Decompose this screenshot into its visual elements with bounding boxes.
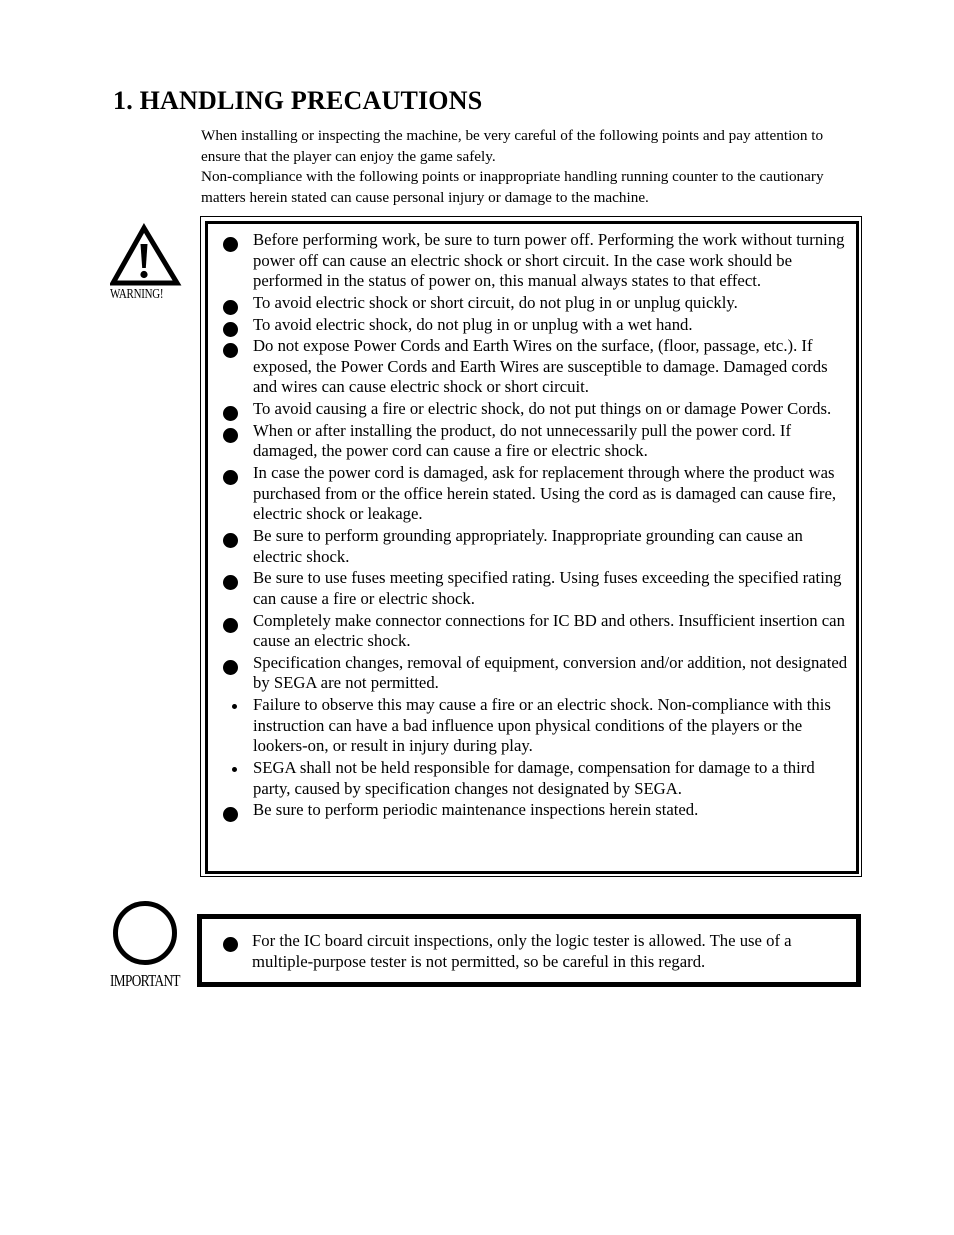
bullet-icon: [223, 660, 238, 675]
list-item: [218, 230, 848, 292]
list-item-text: Specification changes, removal of equipment, conversion and/or addition, not designated by SEGA are not permitted.: [253, 652, 848, 693]
list-item: [218, 695, 848, 757]
list-item: [218, 526, 848, 567]
list-item-text: Be sure to perform grounding appropriately. Inappropriate grounding can cause an electric shock.: [253, 526, 803, 566]
bullet-icon: [223, 618, 238, 633]
bullet-icon: [223, 406, 238, 421]
list-item-text: To avoid electric shock or short circuit, do not plug in or unplug quickly.: [253, 292, 738, 312]
list-item-text: When or after installing the product, do not unnecessarily pull the power cord. If damaged, the power cord can cause a fire or electric shock.: [253, 420, 792, 461]
bullet-icon: [223, 937, 238, 952]
warning-list: [218, 230, 848, 822]
dot-bullet-icon: [232, 704, 237, 709]
page-title: 1. HANDLING PRECAUTIONS: [113, 86, 483, 115]
important-label: IMPORTANT: [110, 971, 180, 990]
bullet-icon: [223, 470, 238, 485]
intro-text: [201, 126, 851, 208]
list-item-text: Completely make connector connections for IC BD and others. Insufficient insertion can cause an electric shock.: [253, 610, 845, 651]
list-item-text: To avoid electric shock, do not plug in or unplug with a wet hand.: [253, 314, 693, 334]
list-item: [218, 315, 848, 336]
list-item-text: To avoid causing a fire or electric shock, do not put things on or damage Power Cords.: [253, 399, 832, 419]
intro-paragraph: Non-compliance with the following points or inappropriate handling running counter to the cautionary matters herein stated can cause personal injury or damage to the machine.: [201, 168, 824, 206]
list-item: [218, 336, 848, 398]
list-item: [218, 399, 848, 420]
bullet-icon: [223, 300, 238, 315]
list-item-text: In case the power cord is damaged, ask for replacement through where the product was purchased from or the office herein stated. Using the cord as is damaged can cause fire, electric shock or leakage.: [253, 463, 837, 524]
bullet-icon: [223, 533, 238, 548]
bullet-icon: [223, 575, 238, 590]
list-item: [218, 421, 848, 462]
list-item-text: Be sure to perform periodic maintenance inspections herein stated.: [253, 800, 699, 820]
list-item: [218, 463, 848, 525]
list-item-text: Before performing work, be sure to turn power off. Performing the work without turning power off can cause an electric shock or short circuit. In the case work should be performed in the status of power on, this manual always states to that effect.: [253, 230, 845, 290]
bullet-icon: [223, 807, 238, 822]
list-item-text: Failure to observe this may cause a fire or an electric shock. Non-compliance with this instruction can have a bad influence upon physical conditions of the players or the lookers-on, or result in injury during play.: [253, 695, 831, 756]
warning-label: WARNING!: [110, 287, 164, 302]
list-item-text: Be sure to use fuses meeting specified rating. Using fuses exceeding the specified rating can cause a fire or electric shock.: [253, 568, 842, 608]
list-item: [218, 568, 848, 609]
list-item: [218, 653, 848, 694]
warning-triangle-icon: [110, 223, 182, 287]
important-symbol: [110, 900, 182, 995]
bullet-icon: [223, 322, 238, 337]
list-item-text: Do not expose Power Cords and Earth Wires on the surface, (floor, passage, etc.). If exposed, the Power Cords and Earth Wires are susceptible to damage. Damaged cords and wires can cause electric shock or short circuit.: [253, 336, 828, 397]
list-item: [218, 611, 848, 652]
important-list: [218, 930, 818, 972]
list-item: [218, 293, 848, 314]
bullet-icon: [223, 428, 238, 443]
important-circle-icon: [110, 900, 182, 970]
bullet-icon: [223, 343, 238, 358]
bullet-icon: [223, 237, 238, 252]
list-item: [218, 758, 848, 799]
list-item-text: SEGA shall not be held responsible for damage, compensation for damage to a third party, caused by specification changes not designated by SEGA.: [253, 758, 815, 798]
dot-bullet-icon: [232, 767, 237, 772]
list-item: [218, 930, 818, 972]
list-item: [218, 800, 848, 821]
warning-symbol: [110, 223, 182, 313]
intro-paragraph: When installing or inspecting the machine, be very careful of the following points and pay attention to ensure that the player can enjoy the game safely.: [201, 127, 824, 165]
list-item-text: For the IC board circuit inspections, only the logic tester is allowed. The use of a multiple-purpose tester is not permitted, so be careful in this regard.: [252, 931, 792, 971]
